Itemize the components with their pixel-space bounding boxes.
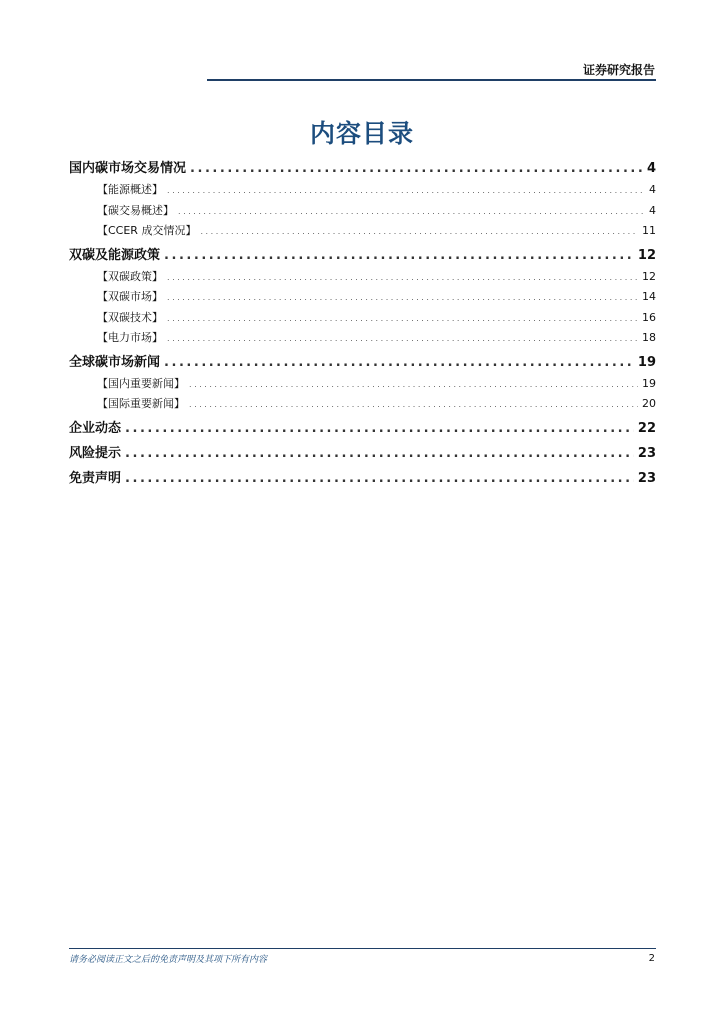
toc-dot-leader [164,351,634,374]
toc-entry-label: 【碳交易概述】 [97,203,174,217]
toc-entry-label: 风险提示 [69,445,122,461]
toc-dot-leader [167,288,638,308]
toc-entry-label: 【双碳技术】 [97,310,163,324]
toc-entry-international-news[interactable] [69,394,656,415]
header-divider [207,79,656,81]
toc-entry-domestic-carbon-market[interactable] [69,157,656,180]
toc-entry-label: 【电力市场】 [97,331,163,344]
toc-entry-dual-carbon-policies[interactable] [69,267,656,288]
toc-entry-label: 【能源概述】 [97,183,163,196]
toc-entry-label: 国内碳市场交易情况 [69,161,187,176]
toc-dot-leader [167,268,638,288]
toc-dot-leader [125,417,634,440]
toc-entry-carbon-trading-overview[interactable] [69,201,656,222]
toc-entry-label: 免责声明 [69,470,122,486]
toc-dot-leader [178,202,645,222]
toc-entry-page: 23 [637,445,656,461]
toc-entry-label: 【CCER 成交情况】 [97,224,197,237]
toc-entry-page: 12 [637,247,656,263]
toc-entry-ccer-transactions[interactable] [69,221,656,242]
toc-entry-page: 4 [649,203,656,217]
toc-entry-risk-warning[interactable] [69,442,656,465]
toc-entry-page: 16 [642,310,656,324]
toc-entry-dual-carbon-market[interactable] [69,287,656,308]
toc-entry-energy-overview[interactable] [69,180,656,201]
toc-dot-leader [167,181,645,201]
toc-entry-page: 11 [642,224,656,237]
toc-entry-page: 20 [642,397,656,410]
toc-entry-page: 22 [637,420,656,436]
toc-dot-leader [164,244,634,267]
toc-entry-label: 全球碳市场新闻 [69,354,161,370]
toc-entry-disclaimer[interactable] [69,467,656,490]
footer-divider [69,948,656,949]
toc-entry-global-carbon-news[interactable] [69,351,656,374]
toc-dot-leader [189,375,638,395]
toc-dot-leader [190,157,643,180]
toc-entry-label: 【国际重要新闻】 [97,397,185,410]
toc-dot-leader [189,395,638,415]
toc-entry-page: 19 [637,354,656,370]
page-number: 2 [648,953,655,964]
toc-entry-label: 【国内重要新闻】 [97,376,185,390]
toc-entry-label: 【双碳政策】 [97,269,163,283]
toc-entry-dual-carbon-technology[interactable] [69,308,656,329]
toc-dot-leader [167,309,638,329]
toc-entry-label: 【双碳市场】 [97,290,163,303]
toc-entry-company-news[interactable] [69,417,656,440]
toc-entry-page: 19 [642,376,656,390]
toc-entry-page: 23 [637,470,656,486]
table-of-contents [69,155,656,490]
toc-entry-power-market[interactable] [69,328,656,349]
toc-entry-page: 18 [642,331,656,344]
footer-disclaimer-note: 请务必阅读正文之后的免责声明及其项下所有内容 [69,955,268,965]
toc-entry-label: 双碳及能源政策 [69,247,161,263]
toc-entry-label: 企业动态 [69,420,122,436]
toc-dot-leader [200,222,638,242]
toc-entry-domestic-news[interactable] [69,374,656,395]
report-type-label: 证券研究报告 [582,63,655,77]
toc-entry-page: 14 [642,290,656,303]
toc-title: 内容目录 [309,119,414,148]
toc-entry-page: 4 [646,161,656,176]
toc-entry-dual-carbon-policy[interactable] [69,244,656,267]
toc-dot-leader [125,442,634,465]
toc-entry-page: 12 [642,269,656,283]
toc-dot-leader [167,329,638,349]
toc-entry-page: 4 [649,183,656,196]
toc-dot-leader [125,467,634,490]
